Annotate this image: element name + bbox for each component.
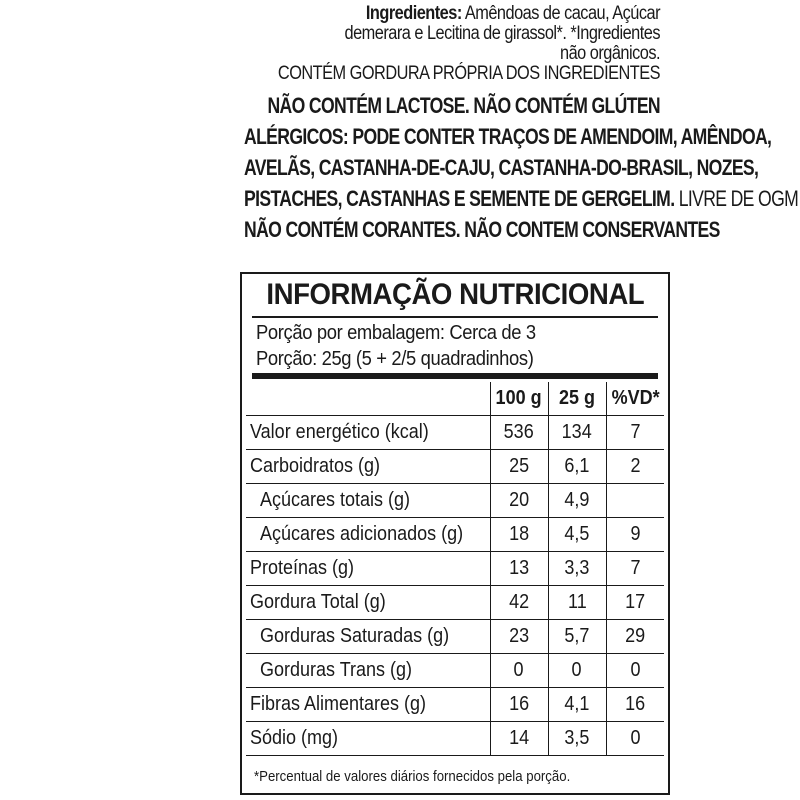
row-25g: 11 (548, 586, 606, 620)
row-vd: 29 (606, 620, 664, 654)
table-row (246, 518, 664, 552)
row-100g: 14 (490, 722, 548, 756)
row-100g: 23 (490, 620, 548, 654)
table-row (246, 620, 664, 654)
table-row (246, 450, 664, 484)
row-label: Sódio (mg) (246, 722, 490, 756)
colorants-preservatives-line: NÃO CONTÉM CORANTES. NÃO CONTEM CONSERVANTES (244, 217, 720, 242)
row-25g: 4,9 (548, 484, 606, 518)
row-label: Fibras Alimentares (g) (246, 688, 490, 722)
nutrition-table (246, 382, 664, 756)
row-25g: 6,1 (548, 450, 606, 484)
row-label: Gorduras Saturadas (g) (246, 620, 490, 654)
serving-size: Porção: 25g (5 + 2/5 quadradinhos) (256, 348, 534, 370)
row-100g: 18 (490, 518, 548, 552)
row-label: Gorduras Trans (g) (246, 654, 490, 688)
row-label: Açúcares totais (g) (246, 484, 490, 518)
row-100g: 13 (490, 552, 548, 586)
table-row (246, 722, 664, 756)
servings-per-package: Porção por embalagem: Cerca de 3 (256, 322, 536, 344)
allergens-line-3 (244, 183, 799, 214)
allergens-line-3-bold: PISTACHES, CASTANHAS E SEMENTE DE GERGELIM. (244, 186, 675, 211)
allergens-line-2: AVELÃS, CASTANHA-DE-CAJU, CASTANHA-DO-BRASIL, NOZES, (244, 155, 759, 180)
ingredients-label: Ingredientes: (365, 3, 462, 24)
row-label: Gordura Total (g) (246, 586, 490, 620)
row-vd: 7 (606, 416, 664, 450)
title-divider (252, 316, 658, 318)
row-100g: 536 (490, 416, 548, 450)
header-25g: 25 g (548, 382, 606, 416)
row-100g: 20 (490, 484, 548, 518)
daily-value-footnote: *Percentual de valores diários fornecidos pela porção. (254, 768, 571, 785)
row-25g: 5,7 (548, 620, 606, 654)
row-label: Açúcares adicionados (g) (246, 518, 490, 552)
row-vd: 7 (606, 552, 664, 586)
row-25g: 4,1 (548, 688, 606, 722)
row-vd (606, 484, 664, 518)
allergens-line-1: ALÉRGICOS: PODE CONTER TRAÇOS DE AMENDOIM, AMÊNDOA, (244, 124, 772, 149)
contains-fat-line: CONTÉM GORDURA PRÓPRIA DOS INGREDIENTES (277, 63, 660, 84)
row-vd: 9 (606, 518, 664, 552)
row-vd: 0 (606, 654, 664, 688)
serving-divider (252, 373, 658, 379)
ingredients-block (140, 3, 799, 245)
ingredients-text-1: Amêndoas de cacau, Açúcar (464, 3, 660, 24)
row-25g: 0 (548, 654, 606, 688)
row-100g: 0 (490, 654, 548, 688)
table-header-row (246, 382, 664, 416)
header-blank (246, 382, 490, 416)
row-100g: 25 (490, 450, 548, 484)
ingredients-line-1 (213, 4, 660, 24)
table-row (246, 416, 664, 450)
table-row (246, 484, 664, 518)
table-row (246, 586, 664, 620)
row-label: Carboidratos (g) (246, 450, 490, 484)
nutrition-title: INFORMAÇÃO NUTRICIONAL (266, 278, 644, 311)
header-100g: 100 g (490, 382, 548, 416)
row-100g: 42 (490, 586, 548, 620)
row-label: Valor energético (kcal) (246, 416, 490, 450)
row-25g: 4,5 (548, 518, 606, 552)
table-row (246, 552, 664, 586)
row-vd: 16 (606, 688, 664, 722)
row-25g: 3,3 (548, 552, 606, 586)
ingredients-line-3: não orgânicos. (560, 43, 660, 64)
row-vd: 0 (606, 722, 664, 756)
row-25g: 134 (548, 416, 606, 450)
gmo-free-text: LIVRE DE OGM (674, 186, 799, 211)
nutrition-facts-panel (240, 272, 670, 795)
row-label: Proteínas (g) (246, 552, 490, 586)
row-vd: 2 (606, 450, 664, 484)
table-row (246, 654, 664, 688)
row-vd: 17 (606, 586, 664, 620)
header-vd: %VD* (606, 382, 664, 416)
table-row (246, 688, 664, 722)
lactose-gluten-line: NÃO CONTÉM LACTOSE. NÃO CONTÉM GLÚTEN (267, 93, 660, 118)
row-25g: 3,5 (548, 722, 606, 756)
ingredients-line-2: demerara e Lecitina de girassol*. *Ingredientes (344, 23, 660, 44)
row-100g: 16 (490, 688, 548, 722)
